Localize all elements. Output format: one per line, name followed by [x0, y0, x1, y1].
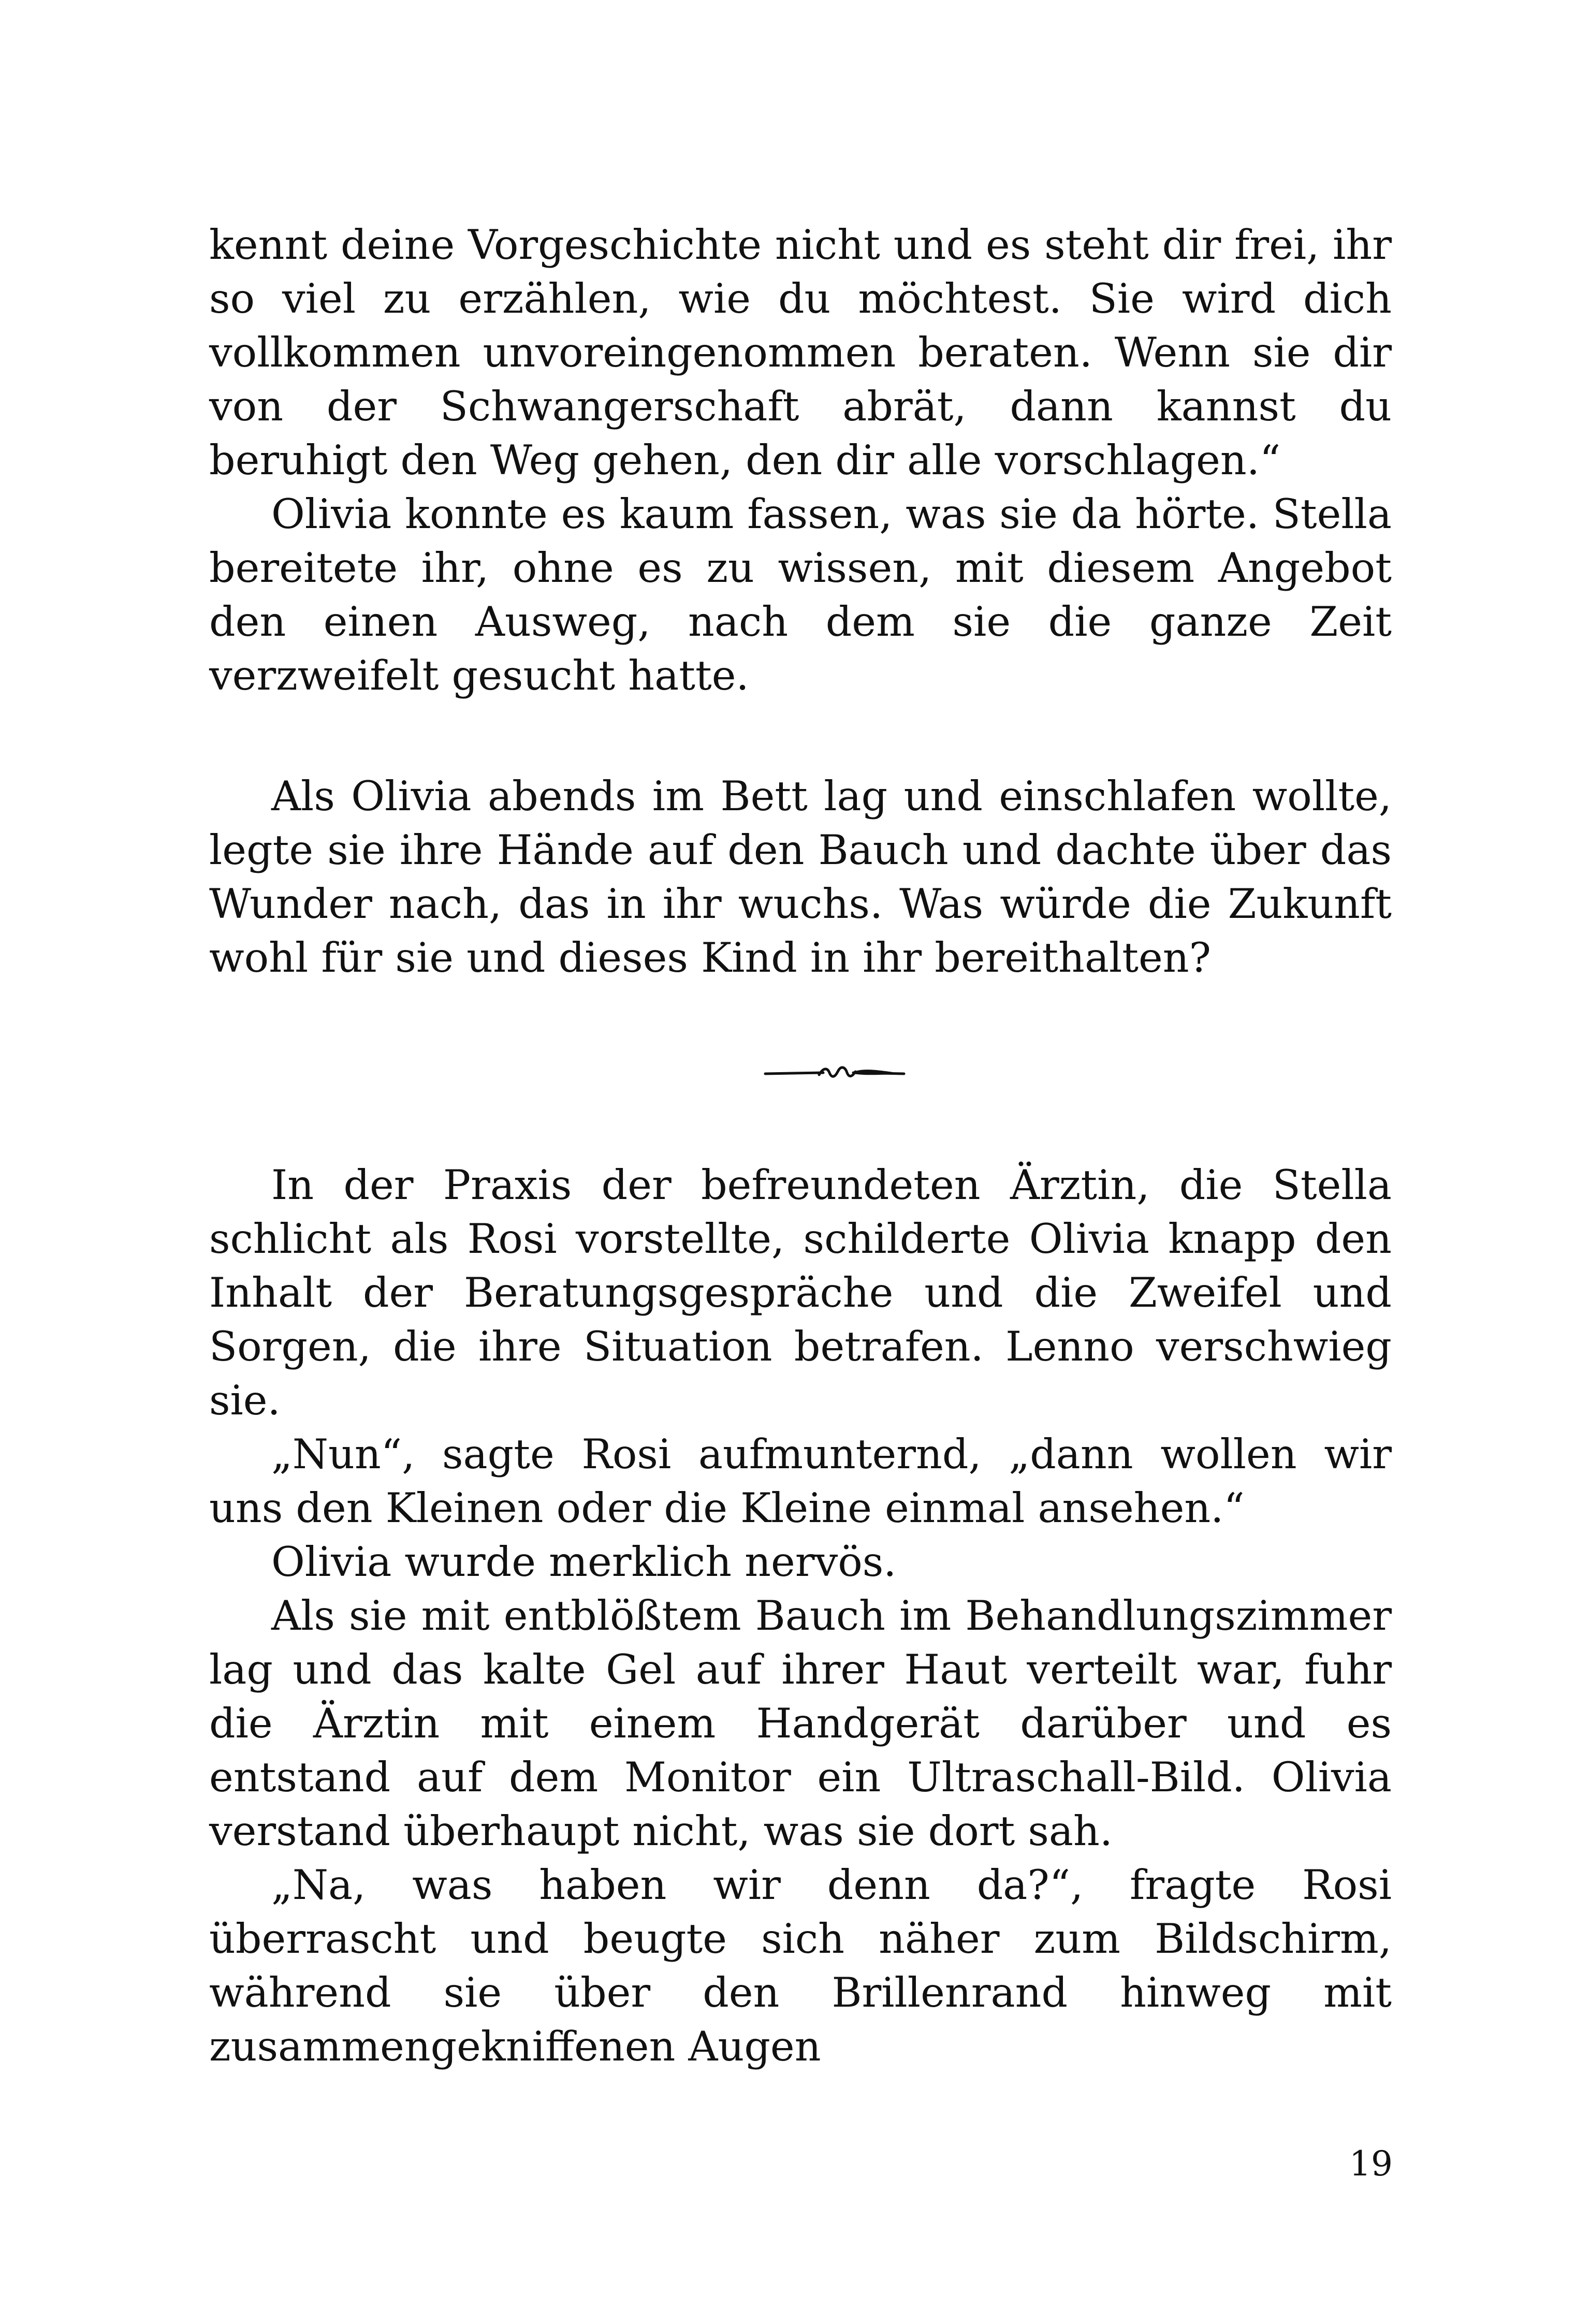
paragraph: Als Olivia abends im Bett lag und einschlafen wollte, legte sie ihre Hände auf den Bauch und dachte über das Wunder nach, das in ihr wuchs. Was würde die Zukunft wohl für sie und dieses Kind in ihr bereithalten?: [209, 772, 1392, 982]
page-number: 19: [1349, 2144, 1393, 2184]
text-section-2: [209, 769, 1392, 985]
paragraph: Als sie mit entblößtem Bauch im Behandlungszimmer lag und das kalte Gel auf ihrer Haut verteilt war, fuhr die Ärztin mit einem Handgerät darüber und es entstand auf dem Monitor ein Ultraschall-Bild. Olivia verstand überhaupt nicht, was sie dort sah.: [209, 1592, 1392, 1855]
text-section-1: [209, 218, 1392, 703]
paragraph: Olivia wurde merklich nervös.: [271, 1538, 897, 1586]
text-section-3: [209, 1158, 1392, 2073]
paragraph: In der Praxis der befreundeten Ärztin, die Stella schlicht als Rosi vorstellte, schilderte Olivia knapp den Inhalt der Beratungsgespräche und die Zweifel und Sorgen, die ihre Situation betrafen. Lenno verschwieg sie.: [209, 1161, 1392, 1424]
section-break-flourish-icon: [762, 1061, 907, 1084]
paragraph: „Na, was haben wir denn da?“, fragte Rosi überrascht und beugte sich näher zum Bildschirm, während sie über den Brillenrand hinweg mit zusammengekniffenen Augen: [209, 1861, 1392, 2070]
paragraph: Olivia konnte es kaum fassen, was sie da hörte. Stella bereitete ihr, ohne es zu wissen, mit diesem Angebot den einen Ausweg, nach dem sie die ganze Zeit verzweifelt gesucht hatte.: [209, 490, 1392, 699]
paragraph-continued: kennt deine Vorgeschichte nicht und es steht dir frei, ihr so viel zu erzählen, wie du möchtest. Sie wird dich vollkommen unvoreingenommen beraten. Wenn sie dir von der Schwangerschaft abrät, dann kannst du beruhigt den Weg gehen, den dir alle vorschlagen.“: [209, 221, 1392, 484]
paragraph: „Nun“, sagte Rosi aufmunternd, „dann wollen wir uns den Kleinen oder die Kleine einmal ansehen.“: [209, 1430, 1392, 1532]
